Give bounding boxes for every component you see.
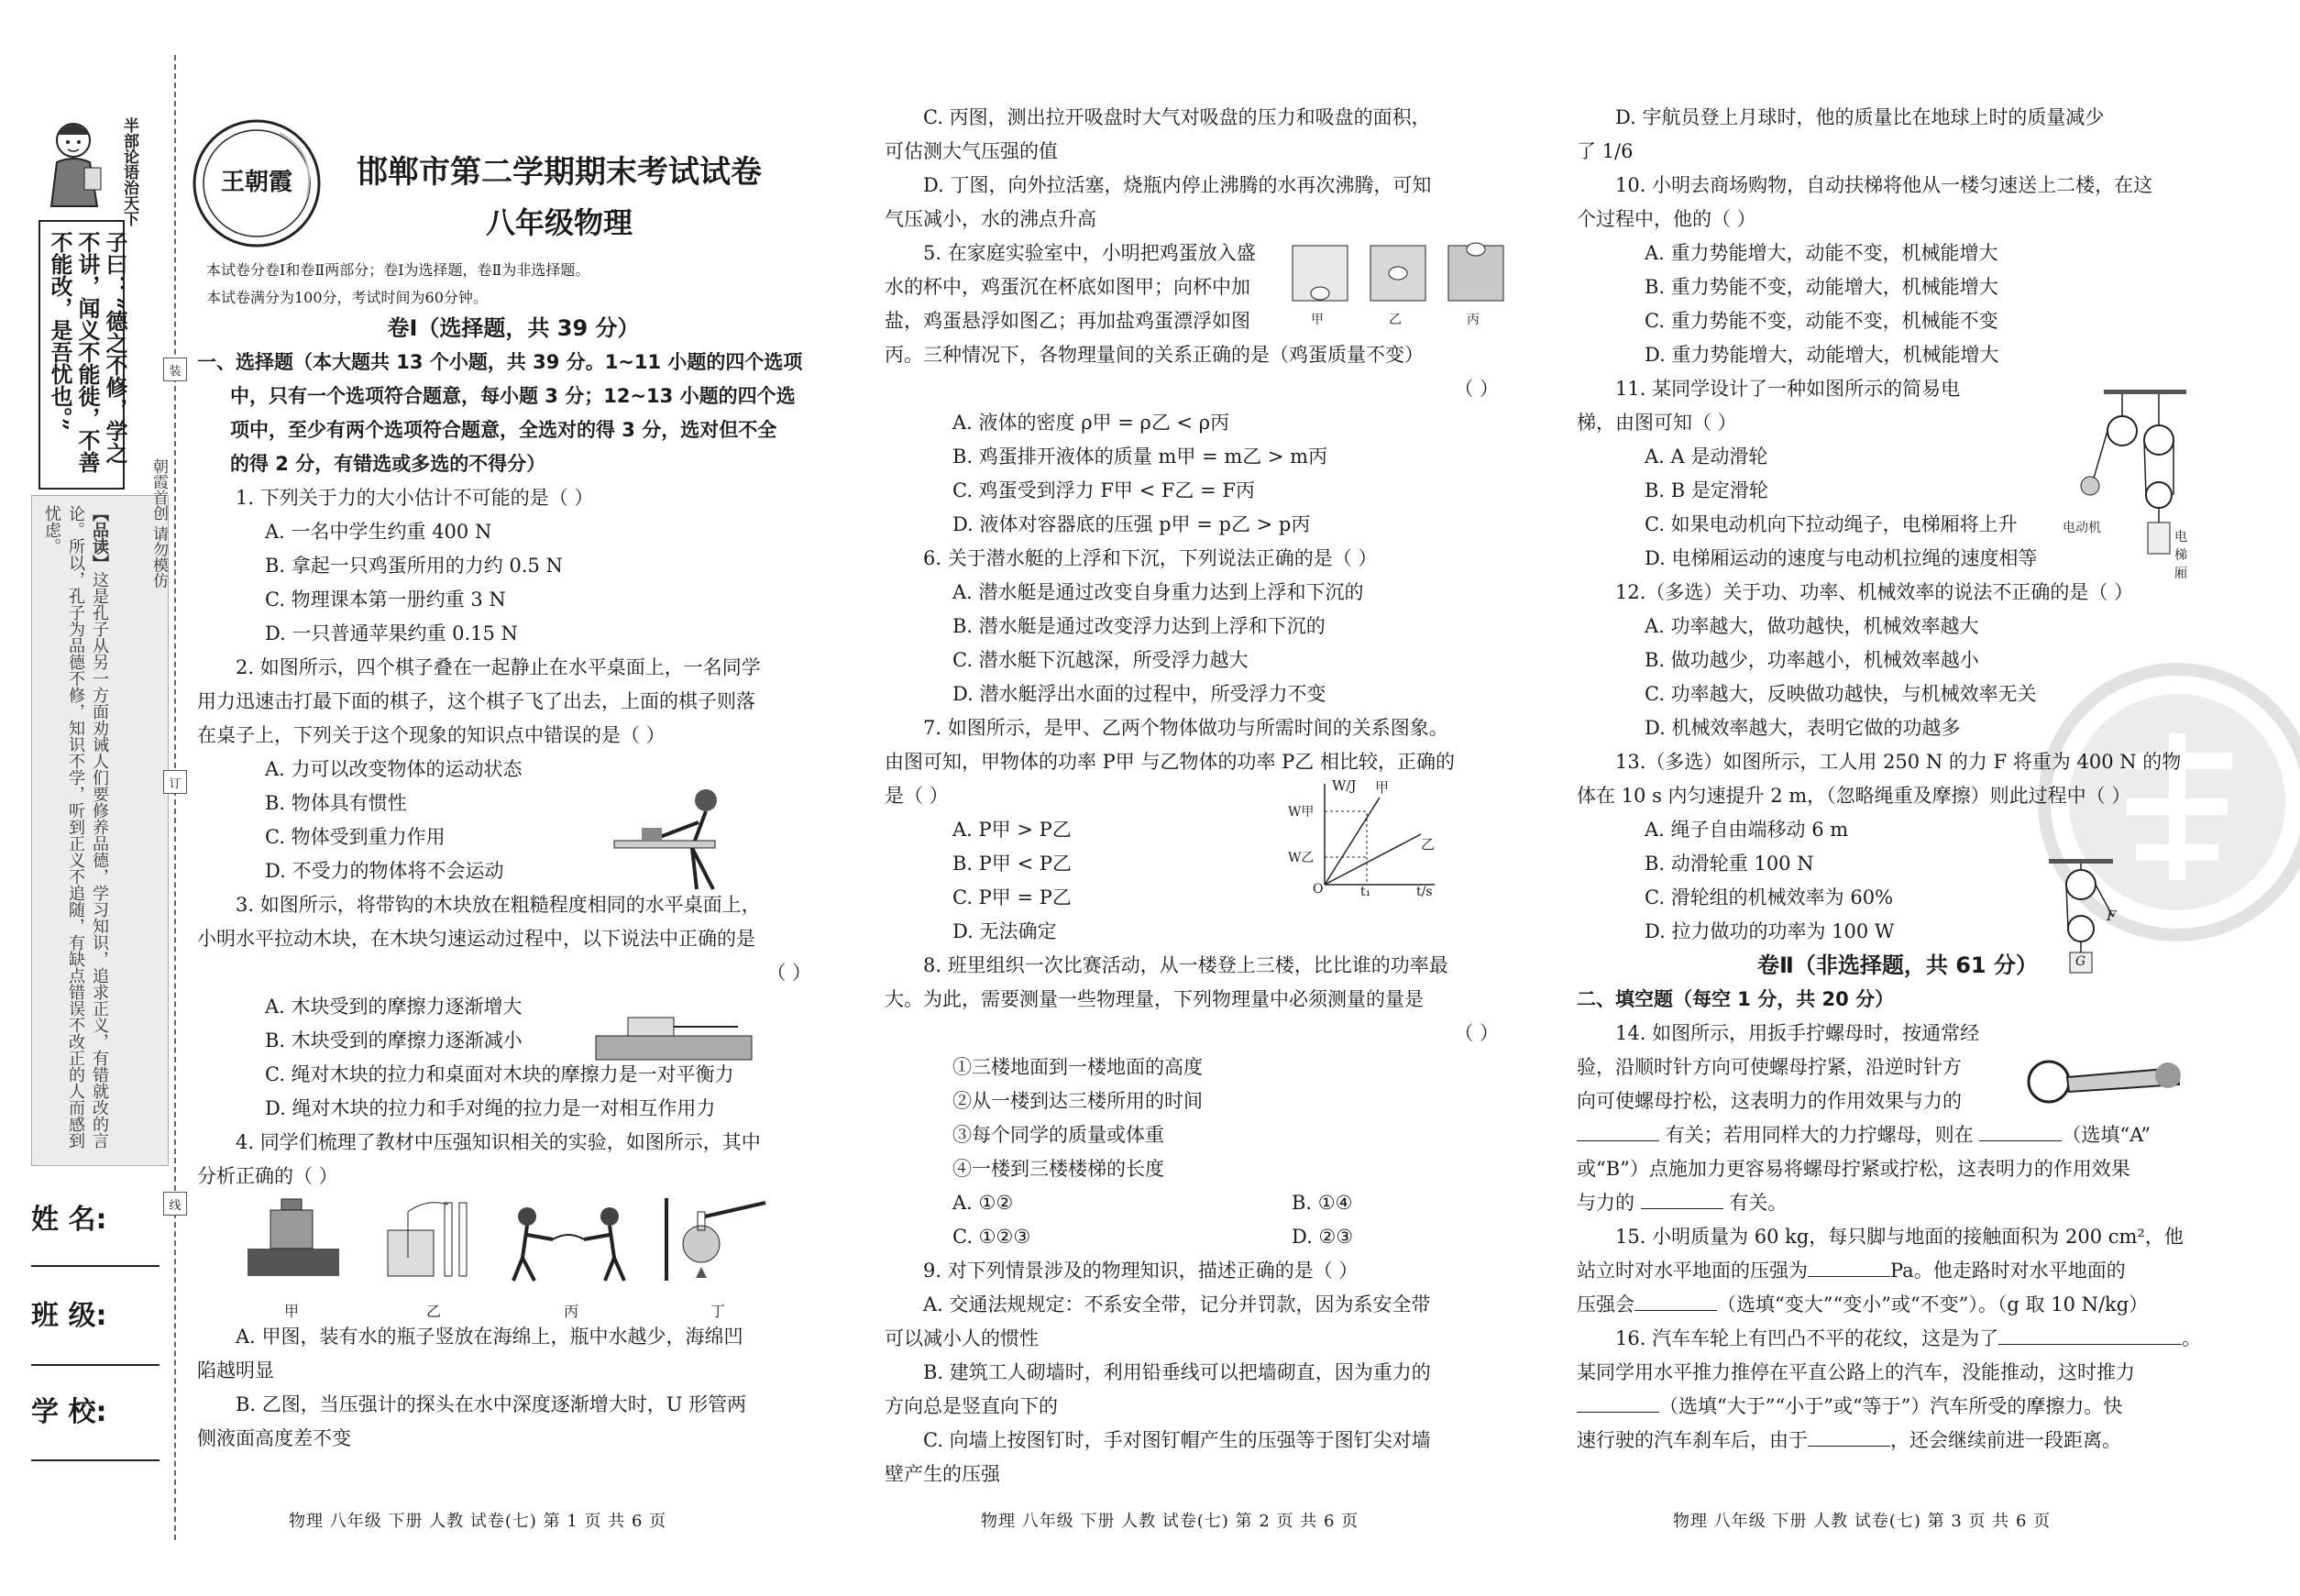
q16-blank-1[interactable]	[1998, 1344, 2182, 1345]
q10-option-c: C. 重力势能不变，动能不变，机械能不变	[1645, 310, 1998, 332]
graph-label-yi: 乙	[1421, 836, 1436, 853]
q6-option-a: A. 潜水艇是通过改变自身重力达到上浮和下沉的	[952, 581, 1364, 603]
q14-stem-4: 有关；若用同样大的力拧螺母，则在	[1665, 1124, 1974, 1146]
q11-option-d: D. 电梯厢运动的速度与电动机拉绳的速度相等	[1645, 547, 2038, 569]
q9-option-c-2: 壁产生的压强	[885, 1463, 1000, 1485]
q15-stem-3: 压强会	[1577, 1293, 1634, 1315]
q7-option-d: D. 无法确定	[952, 920, 1057, 942]
q2-stem-3: 在桌子上，下列关于这个现象的知识点中错误的是（ ）	[197, 724, 666, 746]
reading-label: 【品读】	[90, 505, 109, 571]
q13-stem-1: 13.（多选）如图所示，工人用 250 N 的力 F 将重为 400 N 的物	[1615, 751, 2182, 773]
q16-stem-4: 速行驶的汽车刹车后，由于	[1577, 1429, 1808, 1451]
page3-footer: 物理 八年级 下册 人教 试卷(七) 第 3 页 共 6 页	[1673, 1512, 2052, 1531]
cut-mark-1: 装	[163, 358, 187, 381]
q1-option-a: A. 一名中学生约重 400 N	[265, 521, 492, 543]
q14-stem-5: 或“B”）点施加力更容易将螺母拧紧或拧松，这表明力的作用效果	[1577, 1158, 2130, 1180]
q14-stem-6b: 有关。	[1729, 1192, 1788, 1214]
q9-option-d-2: 了 1/6	[1577, 140, 1634, 162]
q16-stem-4b: ，还会继续前进一段距离。	[1890, 1429, 2121, 1451]
graph-label-jia: 甲	[1375, 779, 1390, 796]
reading-text	[32, 496, 118, 1165]
q6-option-c: C. 潜水艇下沉越深，所受浮力越大	[952, 649, 1249, 671]
q7-stem-2: 由图可知，甲物体的功率 P甲 与乙物体的功率 P乙 相比较，正确的	[885, 751, 1455, 773]
q4-option-a-2: 陷越明显	[197, 1359, 274, 1381]
fig-label-jia: 甲	[284, 1303, 300, 1320]
q10-option-d: D. 重力势能增大，动能增大，机械能增大	[1645, 344, 1999, 366]
q1-option-b: B. 拿起一只鸡蛋所用的力约 0.5 N	[265, 555, 563, 577]
q5-label-yi: 乙	[1389, 313, 1402, 327]
page1-footer: 物理 八年级 下册 人教 试卷(七) 第 1 页 共 6 页	[289, 1512, 667, 1531]
binding-cut-line	[174, 55, 176, 1540]
fig-label-yi: 乙	[426, 1303, 442, 1320]
q9-option-a-1: A. 交通法规规定：不系安全带，记分并罚款，因为系安全带	[923, 1293, 1431, 1315]
q4-option-c-1: C. 丙图，测出拉开吸盘时大气对吸盘的压力和吸盘的面积，	[923, 106, 1431, 128]
q7-stem-3: 是（ ）	[885, 785, 949, 807]
q16-stem-1: 16. 汽车车轮上有凹凸不平的花纹，这是为了	[1615, 1327, 1999, 1349]
figure-ding-flask	[655, 1194, 793, 1285]
graph-xlabel: t/s	[1416, 885, 1433, 899]
q5-answer-paren: （ ）	[1454, 378, 1499, 400]
q8-item-2: ②从一楼到达三楼所用的时间	[952, 1090, 1203, 1112]
q6-stem: 6. 关于潜水艇的上浮和下沉，下列说法正确的是（ ）	[923, 547, 1378, 569]
q3-option-a: A. 木块受到的摩擦力逐渐增大	[265, 996, 523, 1018]
q7-option-b: B. P甲 < P乙	[952, 853, 1072, 875]
q4-option-a-1: A. 甲图，装有水的瓶子竖放在海绵上，瓶中水越少，海绵凹	[236, 1326, 743, 1348]
copyright-note: 朝霞首创 请勿模仿	[149, 458, 168, 589]
q4-option-d-2: 气压减小，水的沸点升高	[885, 208, 1096, 230]
fig-label-bing: 丙	[564, 1303, 579, 1320]
q5-label-jia: 甲	[1311, 313, 1324, 327]
q12-stem: 12.（多选）关于功、功率、机械效率的说法不正确的是（ ）	[1615, 581, 2134, 603]
q4-figure-labels	[197, 1294, 830, 1320]
q5-stem-4: 丙。三种情况下，各物理量间的关系正确的是（鸡蛋质量不变）	[885, 344, 1424, 366]
q3-stem-2: 小明水平拉动木块，在木块匀速运动过程中，以下说法中正确的是	[197, 928, 755, 950]
section1-line2: 中，只有一个选项符合题意，每小题 3 分；12~13 小题的四个选	[230, 385, 796, 407]
q8-stem-1: 8. 班里组织一次比赛活动，从一楼登上三楼，比比谁的功率最	[923, 954, 1448, 976]
q16-blank-3[interactable]	[1808, 1446, 1890, 1447]
q15-stem-2b: Pa。他走路时对水平地面的	[1890, 1260, 2126, 1282]
q11-stem-1: 11. 某同学设计了一种如图所示的简易电	[1615, 378, 1961, 400]
name-label: 姓 名:	[31, 1204, 107, 1236]
q6-option-d: D. 潜水艇浮出水面的过程中，所受浮力不变	[952, 683, 1326, 705]
q5-option-a: A. 液体的密度 ρ甲 = ρ乙 < ρ丙	[952, 412, 1230, 434]
q9-option-a-2: 可以减小人的惯性	[885, 1327, 1039, 1349]
q4-stem-1: 4. 同学们梳理了教材中压强知识相关的实验，如图所示，其中	[236, 1131, 761, 1153]
school-field[interactable]	[31, 1459, 160, 1461]
q9-option-b-2: 方向总是竖直向下的	[885, 1395, 1058, 1417]
q4-option-d-1: D. 丁图，向外拉活塞，烧瓶内停止沸腾的水再次沸腾，可知	[923, 174, 1432, 196]
q2-student-figure	[605, 784, 743, 894]
q2-stem-1: 2. 如图所示，四个棋子叠在一起静止在水平桌面上，一名同学	[236, 656, 761, 678]
q8-item-3: ③每个同学的质量或体重	[952, 1124, 1164, 1146]
fig13-weight-label: G	[2075, 954, 2086, 969]
exam-title: 邯郸市第二学期期末考试试卷	[357, 154, 762, 191]
graph-origin: O	[1313, 882, 1324, 897]
q13-option-d: D. 拉力做功的功率为 100 W	[1645, 920, 1895, 942]
graph-w-yi: W乙	[1288, 851, 1315, 865]
q13-stem-2: 体在 10 s 内匀速提升 2 m，（忽略绳重及摩擦）则此过程中（ ）	[1577, 785, 2131, 807]
q8-stem-2: 大。为此，需要测量一些物理量，下列物理量中必须测量的量是	[885, 988, 1424, 1010]
exam-subtitle: 八年级物理	[485, 205, 633, 240]
q10-option-b: B. 重力势能不变，动能增大，机械能增大	[1645, 276, 1998, 298]
q5-stem-2: 水的杯中，鸡蛋沉在杯底如图甲；向杯中加	[885, 276, 1250, 298]
q2-option-a: A. 力可以改变物体的运动状态	[265, 758, 523, 780]
school-label: 学 校:	[31, 1396, 107, 1428]
q1-stem: 1. 下列关于力的大小估计不可能的是（ ）	[236, 487, 594, 509]
q16-stem-1b: 。	[2182, 1327, 2202, 1349]
q5-beakers-figure	[1283, 237, 1513, 310]
class-label: 班 级:	[31, 1300, 107, 1332]
figure-bing-suction-cups	[509, 1194, 628, 1285]
q14-stem-4b: （选填“A”	[2062, 1124, 2151, 1146]
fig11-car-label: 电梯厢	[2174, 530, 2187, 581]
figure-jia-bottle	[243, 1194, 344, 1285]
q11-option-a: A. A 是动滑轮	[1645, 446, 1768, 468]
q3-option-b: B. 木块受到的摩擦力逐渐减小	[265, 1029, 523, 1051]
q4-stem-2: 分析正确的（ ）	[197, 1165, 338, 1187]
q7-option-c: C. P甲 = P乙	[952, 886, 1072, 908]
q14-stem-3: 向可使螺母拧松，这表明力的作用效果与力的	[1577, 1090, 1962, 1112]
q13-option-c: C. 滑轮组的机械效率为 60%	[1645, 886, 1894, 908]
q8-item-1: ①三楼地面到一楼地面的高度	[952, 1056, 1203, 1078]
q5-label-bing: 丙	[1467, 313, 1480, 327]
q2-option-c: C. 物体受到重力作用	[265, 826, 446, 848]
q14-stem-2: 验，沿顺时针方向可使螺母拧紧，沿逆时针方	[1577, 1056, 1962, 1078]
q3-block-figure	[591, 1008, 756, 1063]
q14-stem-1: 14. 如图所示，用扳手拧螺母时，按通常经	[1615, 1022, 1980, 1044]
q16-blank-2[interactable]	[1577, 1412, 1659, 1413]
q9-option-c-1: C. 向墙上按图钉时，手对图钉帽产生的压强等于图钉尖对墙	[923, 1429, 1431, 1451]
q13-option-b: B. 动滑轮重 100 N	[1645, 853, 1814, 875]
reading-box	[31, 495, 169, 1166]
q1-option-d: D. 一只普通苹果约重 0.15 N	[265, 622, 518, 644]
q14-blank-3[interactable]	[1641, 1208, 1723, 1209]
q16-stem-2: 某同学用水平推力推停在平直公路上的汽车，没能推动，这时推力	[1577, 1361, 2135, 1383]
graph-t1: t₁	[1360, 885, 1371, 899]
q8-option-b: B. ①④	[1292, 1192, 1353, 1214]
graph-ylabel: W/J	[1332, 777, 1357, 794]
section1-line4: 的得 2 分，有错选或多选的不得分）	[230, 453, 546, 475]
fig13-force-label: F	[2107, 908, 2117, 924]
part1-heading: 卷Ⅰ（选择题，共 39 分）	[387, 315, 640, 341]
brand-name: 王朝霞	[220, 169, 292, 196]
q9-stem: 9. 对下列情景涉及的物理知识，描述正确的是（ ）	[923, 1260, 1359, 1282]
fig-label-ding: 丁	[710, 1303, 726, 1320]
q3-option-d: D. 绳对木块的拉力和手对绳的拉力是一对相互作用力	[265, 1097, 716, 1119]
q11-stem-2: 梯，由图可知（ ）	[1577, 412, 1737, 434]
q14-blank-2[interactable]	[1979, 1140, 2062, 1141]
q4-option-b-2: 侧液面高度差不变	[197, 1427, 351, 1449]
graph-w-jia: W甲	[1288, 805, 1315, 820]
q5-option-c: C. 鸡蛋受到浮力 F甲 < F乙 = F丙	[952, 479, 1255, 501]
figure-yi-manometer	[380, 1194, 481, 1285]
q3-answer-paren: （ ）	[766, 962, 811, 984]
part2-heading: 卷Ⅱ（非选择题，共 61 分）	[1757, 952, 2038, 978]
note-2: 本试卷满分为100分，考试时间为60分钟。	[206, 289, 488, 306]
q4-option-b-1: B. 乙图，当压强计的探头在水中深度逐渐增大时，U 形管两	[236, 1393, 747, 1415]
page2-footer: 物理 八年级 下册 人教 试卷(七) 第 2 页 共 6 页	[981, 1512, 1359, 1531]
q9-option-d-1: D. 宇航员登上月球时，他的质量比在地球上时的质量减少	[1615, 106, 2105, 128]
reading-body: 这是孔子从另一方面劝诫人们要修养品德，学习知识，追求正义，有错就改的言论。所以，孔子为品德不修，知识不学，听到正义不追随，有缺点错误不改正的人而感到忧虑。	[42, 505, 109, 1149]
section1-line1: 一、选择题（本大题共 13 个小题，共 39 分。1~11 小题的四个选项	[197, 351, 803, 373]
class-field[interactable]	[31, 1364, 160, 1366]
section1-line3: 项中，至少有两个选项符合题意，全选对的得 3 分，选对但不全	[230, 419, 777, 441]
q4-option-c-2: 可估测大气压强的值	[885, 140, 1058, 162]
fig11-motor-label: 电动机	[2063, 521, 2101, 535]
confucius-quote: 子曰：“德之不修，学之不讲，闻义不能徙，不善不能改，是吾忧也。”	[47, 231, 128, 473]
q7-option-a: A. P甲 > P乙	[952, 819, 1072, 841]
q5-stem-3: 盐，鸡蛋悬浮如图乙；再加盐鸡蛋漂浮如图	[885, 310, 1250, 332]
q6-option-b: B. 潜水艇是通过改变浮力达到上浮和下沉的	[952, 615, 1326, 637]
q8-option-c: C. ①②③	[952, 1226, 1031, 1248]
q15-stem-3b: （选填“变大”“变小”或“不变”）。（g 取 10 N/kg）	[1717, 1293, 2149, 1315]
q12-option-a: A. 功率越大，做功越快，机械效率越大	[1645, 615, 1979, 637]
q2-option-d: D. 不受力的物体将不会运动	[265, 860, 504, 882]
q12-option-c: C. 功率越大，反映做功越快，与机械效率无关	[1645, 683, 2037, 705]
q15-blank-1[interactable]	[1808, 1276, 1890, 1277]
q10-stem-1: 10. 小明去商场购物，自动扶梯将他从一楼匀速送上二楼，在这	[1615, 174, 2153, 196]
quote-box	[39, 220, 128, 490]
q10-stem-2: 个过程中，他的（ ）	[1577, 208, 1756, 230]
confucius-illustration	[39, 115, 110, 211]
q15-stem-1: 15. 小明质量为 60 kg，每只脚与地面的接触面积为 200 cm²，他	[1615, 1226, 2184, 1248]
section2-heading: 二、填空题（每空 1 分，共 20 分）	[1577, 988, 1895, 1010]
q3-option-c: C. 绳对木块的拉力和桌面对木块的摩擦力是一对平衡力	[265, 1063, 734, 1085]
q14-blank-1[interactable]	[1577, 1140, 1659, 1141]
q1-option-c: C. 物理课本第一册约重 3 N	[265, 589, 506, 611]
q12-option-b: B. 做功越少，功率越小，机械效率越小	[1645, 649, 1979, 671]
q15-stem-2: 站立时对水平地面的压强为	[1577, 1260, 1808, 1282]
column-3	[1577, 101, 2218, 1458]
q5-option-d: D. 液体对容器底的压强 p甲 = p乙 > p丙	[952, 513, 1311, 535]
q2-stem-2: 用力迅速击打最下面的棋子，这个棋子飞了出去，上面的棋子则落	[197, 690, 755, 712]
q14-wrench-figure	[2021, 1040, 2195, 1114]
q12-option-d: D. 机械效率越大，表明它做的功越多	[1645, 717, 1961, 739]
q8-option-a: A. ①②	[952, 1192, 1014, 1214]
q7-stem-1: 7. 如图所示，是甲、乙两个物体做功与所需时间的关系图象。	[923, 717, 1448, 739]
q11-option-b: B. B 是定滑轮	[1645, 479, 1768, 501]
cut-mark-2: 订	[163, 770, 187, 794]
motto: 半部论语治天下	[120, 117, 138, 226]
q5-option-b: B. 鸡蛋排开液体的质量 m甲 = m乙 > m丙	[952, 446, 1328, 468]
q9-option-b-1: B. 建筑工人砌墙时，利用铅垂线可以把墙砌直，因为重力的	[923, 1361, 1431, 1383]
q16-stem-3: （选填“大于”“小于”或“等于”）汽车所受的摩擦力。快	[1659, 1395, 2123, 1417]
cut-mark-3: 线	[163, 1192, 187, 1216]
q4-figures	[197, 1194, 830, 1294]
q8-answer-paren: （ ）	[1454, 1022, 1499, 1044]
q8-option-d: D. ②③	[1292, 1226, 1354, 1248]
q3-stem-1: 3. 如图所示，将带钩的木块放在粗糙程度相同的水平桌面上，	[236, 894, 761, 916]
q2-option-b: B. 物体具有惯性	[265, 792, 407, 814]
q13-option-a: A. 绳子自由端移动 6 m	[1645, 819, 1849, 841]
binding-sidebar	[0, 0, 174, 1596]
name-field[interactable]	[31, 1265, 160, 1267]
q5-stem-1: 5. 在家庭实验室中，小明把鸡蛋放入盛	[923, 242, 1256, 264]
q15-blank-2[interactable]	[1634, 1310, 1717, 1311]
q8-item-4: ④一楼到三楼楼梯的长度	[952, 1158, 1164, 1180]
q11-option-c: C. 如果电动机向下拉动绳子，电梯厢将上升	[1645, 513, 2018, 535]
note-1: 本试卷分卷Ⅰ和卷Ⅱ两部分；卷Ⅰ为选择题，卷Ⅱ为非选择题。	[206, 261, 590, 279]
q10-option-a: A. 重力势能增大，动能不变，机械能增大	[1645, 242, 1998, 264]
q14-stem-6: 与力的	[1577, 1192, 1634, 1214]
